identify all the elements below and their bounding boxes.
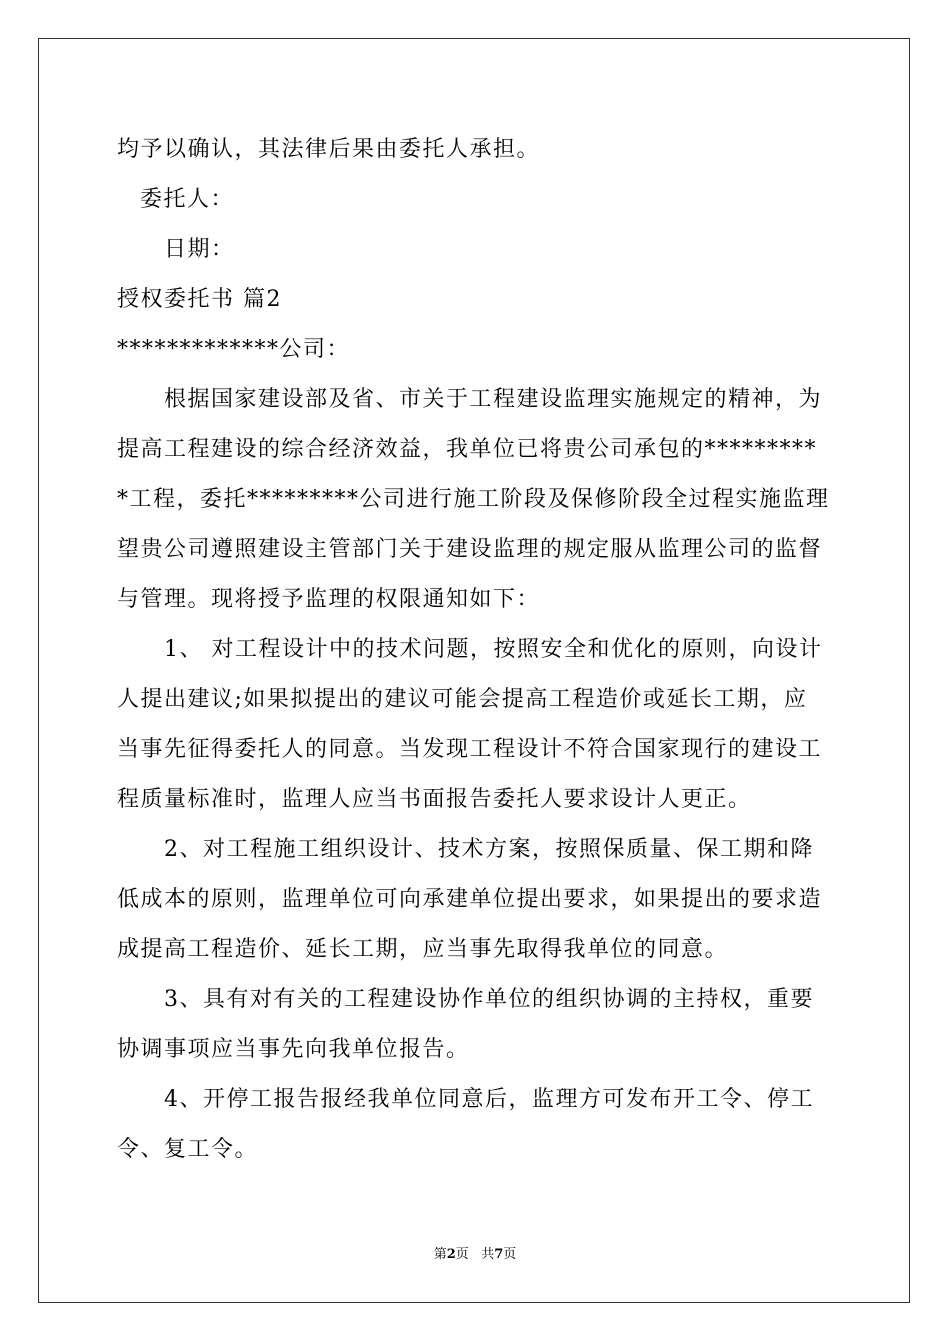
text-line: 令、复工令。 xyxy=(117,1137,259,1162)
text-line: 4、开停工报告报经我单位同意后，监理方可发布开工令、停工 xyxy=(164,1087,814,1112)
text-line: 低成本的原则，监理单位可向承建单位提出要求，如果提出的要求造 xyxy=(117,887,823,912)
text-line: 均予以确认，其法律后果由委托人承担。 xyxy=(117,137,541,162)
text-line: 当事先征得委托人的同意。当发现工程设计不符合国家现行的建设工 xyxy=(117,737,823,762)
text-line: 协调事项应当事先向我单位报告。 xyxy=(117,1037,470,1062)
page-footer xyxy=(0,1247,950,1263)
footer-total-prefix: 共 xyxy=(481,1247,495,1262)
footer-page-unit: 页 xyxy=(455,1247,469,1262)
text-line: 程质量标准时，监理人应当书面报告委托人要求设计人更正。 xyxy=(117,787,752,812)
text-line: 与管理。现将授予监理的权限通知如下： xyxy=(117,587,541,612)
footer-page-number: 2 xyxy=(446,1247,456,1262)
text-line-date: 日期： xyxy=(164,237,235,262)
text-line: 根据国家建设部及省、市关于工程建设监理实施规定的精神，为 xyxy=(164,387,823,412)
text-line: 2、对工程施工组织设计、技术方案，按照保质量、保工期和降 xyxy=(164,837,814,862)
text-line: 提高工程建设的综合经济效益，我单位已将贵公司承包的********* xyxy=(117,437,818,462)
text-line: *工程，委托*********公司进行施工阶段及保修阶段全过程实施监理 xyxy=(117,487,830,512)
footer-total-pages: 7 xyxy=(494,1247,504,1262)
text-line: 人提出建议;如果拟提出的建议可能会提高工程造价或延长工期，应 xyxy=(117,687,808,712)
section-heading: 授权委托书 篇2 xyxy=(117,287,282,312)
footer-prefix: 第 xyxy=(433,1247,447,1262)
text-line-signatory: 委托人： xyxy=(140,187,235,212)
text-line: 1、 对工程设计中的技术问题，按照安全和优化的原则，向设计 xyxy=(164,637,823,662)
text-line: 望贵公司遵照建设主管部门关于建设监理的规定服从监理公司的监督 xyxy=(117,537,823,562)
addressee: *************公司： xyxy=(117,337,351,362)
text-line: 3、具有对有关的工程建设协作单位的组织协调的主持权，重要 xyxy=(164,987,814,1012)
page-border xyxy=(38,38,910,1303)
footer-total-unit: 页 xyxy=(503,1247,517,1262)
text-line: 成提高工程造价、延长工期，应当事先取得我单位的同意。 xyxy=(117,937,729,962)
